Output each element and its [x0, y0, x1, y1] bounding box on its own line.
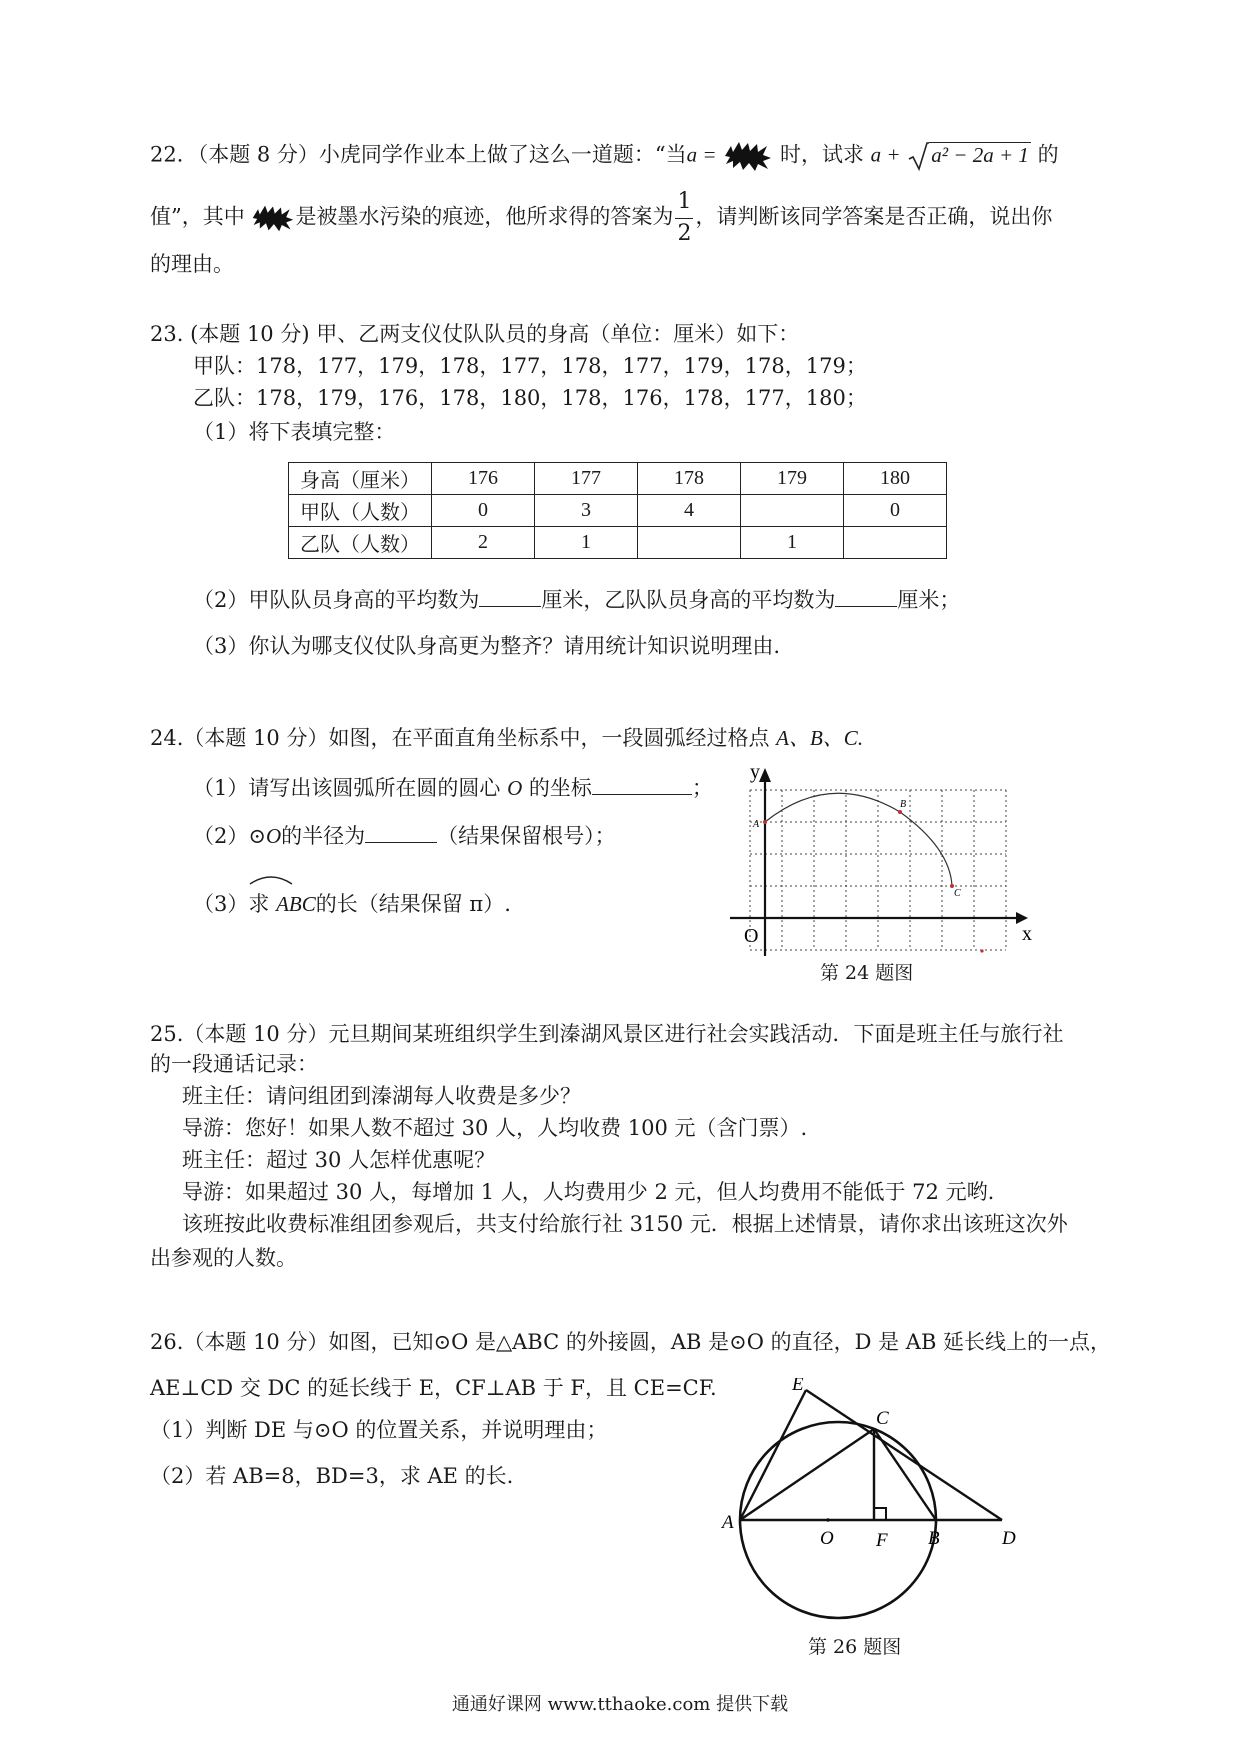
table-cell — [741, 495, 844, 527]
page-footer: 通通好课网 www.tthaoke.com 提供下载 — [451, 1694, 789, 1715]
sqrt-sign-icon — [907, 141, 929, 171]
q25-header2: 的一段通话记录： — [150, 1052, 318, 1076]
q23-part3: （3）你认为哪支仪仗队身高更为整齐？请用统计知识说明理由. — [193, 634, 781, 658]
q26-line2: AE⊥CD 交 DC 的延长线于 E，CF⊥AB 于 F，且 CE=CF. — [150, 1376, 717, 1400]
x-axis-label: x — [1022, 923, 1032, 945]
q25-dialog-2: 导游：您好！如果人数不超过 30 人，人均收费 100 元（含门票）. — [182, 1116, 808, 1140]
q22-text-1c: 的 — [1037, 142, 1059, 167]
table-cell: 180 — [844, 463, 947, 495]
table-cell: 身高（厘米） — [289, 463, 432, 495]
y-axis-label: y — [750, 761, 760, 783]
label-o: O — [820, 1528, 834, 1549]
q23-part2 — [193, 584, 960, 614]
answer-blank — [479, 584, 541, 607]
figure-24-grid — [720, 760, 1040, 960]
table-row — [289, 495, 947, 527]
answer-blank — [592, 772, 692, 795]
q24-part3 — [193, 884, 511, 918]
q24-header-text: 24.（本题 10 分）如图，在平面直角坐标系中，一段圆弧经过格点 — [150, 726, 770, 750]
q24-center: O — [507, 776, 523, 800]
answer-blank — [365, 820, 437, 843]
table-cell: 0 — [432, 495, 535, 527]
q23-part2-b: 厘米，乙队队员身高的平均数为 — [541, 588, 836, 612]
label-a: A — [722, 1512, 734, 1533]
grid-lines — [750, 790, 1006, 950]
point-b-label: B — [900, 799, 907, 810]
table-cell: 178 — [638, 463, 741, 495]
table-cell — [638, 527, 741, 559]
q22-text-1b: 时，试求 — [779, 142, 864, 167]
q22-line2 — [150, 188, 1052, 248]
q24-part3-a: （3）求 — [193, 892, 270, 916]
q24-part2-c: （结果保留根号）； — [437, 824, 616, 848]
q23-header: 23. (本题 10 分) 甲、乙两支仪仗队队员的身高（单位：厘米）如下： — [150, 322, 800, 346]
q24-arc-label: ABC — [276, 892, 316, 916]
figure-24-caption: 第 24 题图 — [820, 962, 914, 984]
q24-part1-a: （1）请写出该圆弧所在圆的圆心 — [193, 776, 501, 800]
figure-26-caption: 第 26 题图 — [808, 1636, 902, 1658]
label-b: B — [928, 1528, 940, 1549]
figure-26-circle — [720, 1378, 1040, 1648]
table-cell: 1 — [535, 527, 638, 559]
q25-question-2: 出参观的人数。 — [150, 1246, 297, 1270]
q24-part1-b: 的坐标 — [528, 776, 592, 800]
segment-ae — [740, 1390, 806, 1520]
q22-expr-a: a + — [870, 142, 901, 167]
q23-part1: （1）将下表填完整： — [193, 420, 396, 444]
segment-cb — [874, 1429, 936, 1520]
q22-a-eq: a = — [686, 142, 717, 167]
q25-header: 25.（本题 10 分）元旦期间某班组织学生到溱湖风景区进行社会实践活动．下面是班主任与旅行社 — [150, 1022, 1064, 1046]
table-cell — [844, 527, 947, 559]
table-cell: 4 — [638, 495, 741, 527]
table-row — [289, 527, 947, 559]
stray-dot — [980, 949, 983, 952]
q24-part3-b: 的长（结果保留 π）. — [315, 892, 511, 916]
q24-part1-c: ； — [691, 776, 713, 800]
y-axis-arrow-icon — [759, 768, 771, 782]
label-c: C — [876, 1408, 889, 1429]
ink-blot-icon — [251, 203, 295, 233]
table-cell: 0 — [844, 495, 947, 527]
q23-part2-c: 厘米； — [897, 588, 961, 612]
q23-part2-a: （2）甲队队员身高的平均数为 — [193, 588, 480, 612]
center-o-dot — [826, 1518, 830, 1522]
answer-blank — [835, 584, 897, 607]
q22-line3: 的理由。 — [150, 252, 234, 276]
table-cell: 甲队（人数） — [289, 495, 432, 527]
point-b — [898, 810, 902, 814]
q22-frac-den: 2 — [677, 221, 692, 246]
q24-part1 — [193, 772, 713, 802]
q22-frac-num: 1 — [677, 189, 692, 214]
segment-ac — [740, 1429, 874, 1520]
q24-part2-a: （2）⊙ — [193, 824, 266, 848]
table-cell: 177 — [535, 463, 638, 495]
q26-part2: （2）若 AB=8，BD=3，求 AE 的长. — [150, 1464, 514, 1488]
q22-text-2a: 值”，其中 — [150, 204, 245, 229]
q22-line1 — [150, 140, 1059, 172]
q24-part2-b: 的半径为 — [281, 824, 366, 848]
label-e: E — [792, 1378, 804, 1395]
origin-label: O — [744, 925, 759, 947]
label-d: D — [1002, 1528, 1016, 1549]
frequency-table — [288, 462, 947, 559]
q24-header — [150, 724, 863, 752]
q25-question-1: 该班按此收费标准组团参观后，共支付给旅行社 3150 元．根据上述情景，请你求出该班这次外 — [182, 1212, 1068, 1236]
q26-part1: （1）判断 DE 与⊙O 的位置关系，并说明理由； — [150, 1418, 608, 1442]
table-cell: 乙队（人数） — [289, 527, 432, 559]
table-cell: 179 — [741, 463, 844, 495]
point-c-label: C — [954, 888, 961, 899]
point-a-label: A — [753, 819, 760, 830]
q23-team-a: 甲队：178，177，179，178，177，178，177，179，178，179； — [193, 354, 867, 378]
q22-text-1a: 22．（本题 8 分）小虎同学作业本上做了这么一道题：“当 — [150, 142, 687, 167]
point-a — [763, 820, 767, 824]
right-angle-mark — [874, 1508, 886, 1520]
q22-fraction — [675, 188, 693, 248]
table-cell: 1 — [741, 527, 844, 559]
table-cell: 3 — [535, 495, 638, 527]
arc-overline-icon — [248, 872, 294, 886]
table-cell: 2 — [432, 527, 535, 559]
q23-team-b: 乙队：178，179，176，178，180，178，176，178，177，180； — [193, 386, 867, 410]
q24-center-2: O — [265, 824, 282, 848]
q22-text-2c: ，请判断该同学答案是否正确，说出你 — [695, 204, 1053, 229]
q22-frac-bar — [675, 218, 693, 219]
q25-dialog-4: 导游：如果超过 30 人，每增加 1 人，人均费用少 2 元，但人均费用不能低于 72 元哟. — [182, 1180, 995, 1204]
label-f: F — [876, 1530, 888, 1551]
q26-line1: 26.（本题 10 分）如图，已知⊙O 是△ABC 的外接圆，AB 是⊙O 的直径，D 是 AB 延长线上的一点， — [150, 1330, 1112, 1354]
table-cell: 176 — [432, 463, 535, 495]
q24-points: A、B、C. — [776, 726, 864, 750]
q25-dialog-3: 班主任：超过 30 人怎样优惠呢？ — [182, 1148, 496, 1172]
q22-radicand: a² − 2a + 1 — [931, 142, 1029, 167]
ink-blot-icon — [723, 140, 773, 172]
circle-arc — [765, 793, 952, 886]
q24-part2 — [193, 820, 616, 850]
q25-dialog-1: 班主任：请问组团到溱湖每人收费是多少？ — [182, 1084, 581, 1108]
table-row — [289, 463, 947, 495]
q22-text-2b: 是被墨水污染的痕迹，他所求得的答案为 — [295, 204, 674, 229]
